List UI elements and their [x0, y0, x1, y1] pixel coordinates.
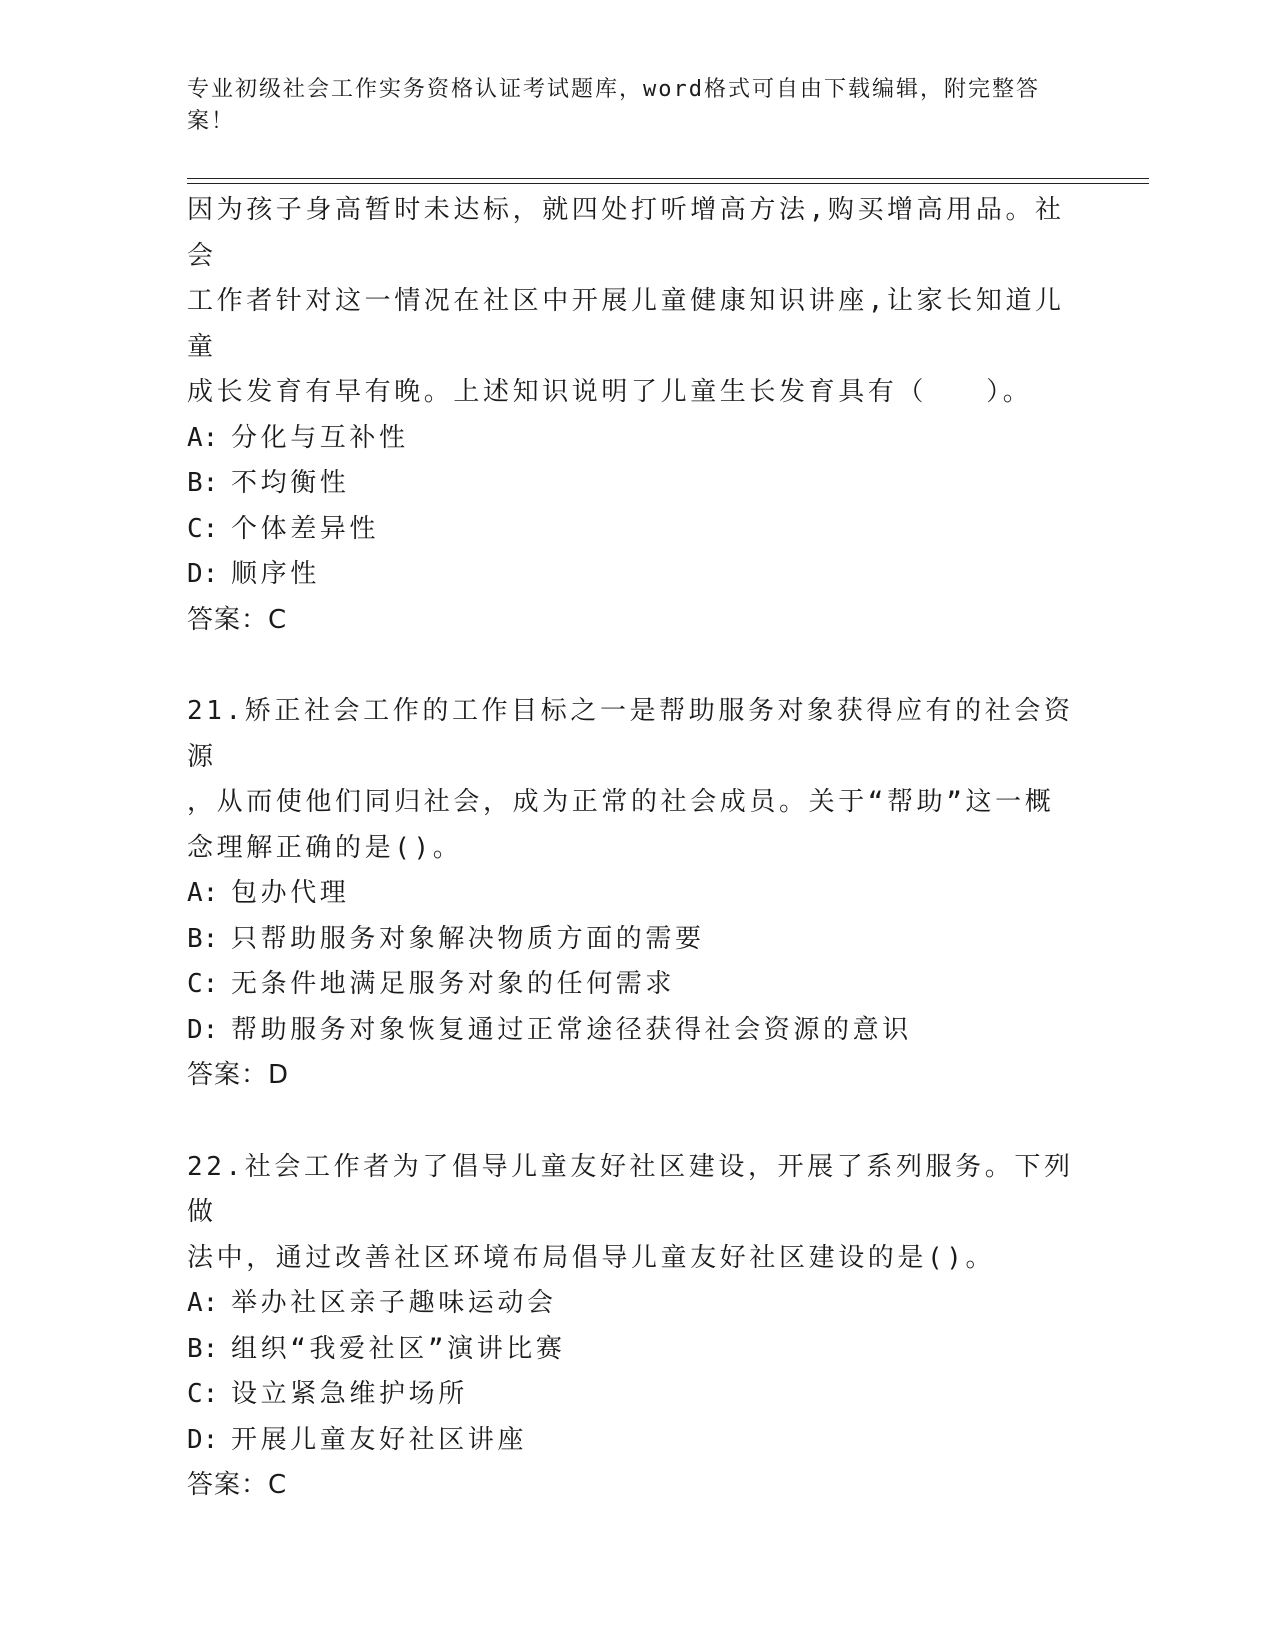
question-block	[187, 188, 1087, 643]
option-key: A:	[187, 878, 219, 908]
stem-line: 因为孩子身高暂时未达标，就四处打听增高方法,购买增高用品。社会	[187, 195, 1065, 271]
option-key: D:	[187, 1014, 219, 1045]
option-d	[187, 1008, 1087, 1054]
stem-line: 成长发育有早有晚。上述知识说明了儿童生长发育具有（ ）。	[187, 377, 1033, 407]
option-text: 分化与互补性	[231, 422, 409, 453]
option-a	[187, 416, 1087, 462]
stem-line: 工作者针对这一情况在社区中开展儿童健康知识讲座,让家长知道儿童	[187, 286, 1065, 362]
option-text: 开展儿童友好社区讲座	[231, 1424, 528, 1455]
option-text: 不均衡性	[231, 468, 350, 498]
question-block	[187, 1145, 1087, 1509]
option-key: A:	[187, 1288, 219, 1318]
option-b	[187, 1327, 1087, 1373]
option-a	[187, 871, 1087, 917]
option-key: C:	[187, 1379, 219, 1409]
option-text: 无条件地满足服务对象的任何需求	[231, 969, 676, 999]
option-key: D:	[187, 559, 219, 589]
stem-line: 念理解正确的是()。	[187, 832, 463, 863]
stem-line: ，从而使他们同归社会，成为正常的社会成员。关于“帮助”这一概	[187, 787, 1055, 817]
option-text: 只帮助服务对象解决物质方面的需要	[231, 923, 705, 954]
option-key: C:	[187, 513, 219, 544]
option-text: 包办代理	[231, 878, 350, 908]
option-c	[187, 962, 1087, 1008]
option-text: 组织“我爱社区”演讲比赛	[231, 1333, 566, 1364]
option-key: D:	[187, 1424, 219, 1455]
header-rule-bottom	[187, 183, 1149, 184]
answer-line: 答案：C	[187, 604, 288, 635]
question-list	[187, 188, 1087, 1509]
option-c	[187, 507, 1087, 553]
option-c	[187, 1372, 1087, 1418]
option-text: 设立紧急维护场所	[231, 1379, 468, 1409]
option-a	[187, 1281, 1087, 1327]
option-b	[187, 917, 1087, 963]
header-text: 专业初级社会工作实务资格认证考试题库，word格式可自由下载编辑，附完整答案！	[187, 77, 1040, 134]
option-text: 顺序性	[231, 559, 320, 589]
stem-line: 22.社会工作者为了倡导儿童友好社区建设，开展了系列服务。下列做	[187, 1151, 1074, 1227]
option-d	[187, 552, 1087, 598]
option-text: 个体差异性	[231, 513, 380, 544]
option-key: A:	[187, 422, 219, 453]
option-b	[187, 461, 1087, 507]
option-key: B:	[187, 468, 219, 498]
option-key: B:	[187, 1333, 219, 1364]
option-text: 帮助服务对象恢复通过正常途径获得社会资源的意识	[231, 1014, 912, 1045]
question-stem	[187, 188, 1087, 416]
answer-line: 答案：C	[187, 1470, 288, 1500]
question-stem	[187, 1145, 1087, 1282]
header-rule-top	[187, 178, 1149, 179]
option-text: 举办社区亲子趣味运动会	[231, 1288, 557, 1318]
option-d	[187, 1418, 1087, 1464]
answer-line: 答案：D	[187, 1060, 290, 1090]
stem-line: 法中，通过改善社区环境布局倡导儿童友好社区建设的是()。	[187, 1242, 996, 1273]
option-key: C:	[187, 969, 219, 999]
question-block	[187, 689, 1087, 1099]
document-header	[187, 74, 1067, 138]
question-stem	[187, 689, 1087, 871]
stem-line: 21.矫正社会工作的工作目标之一是帮助服务对象获得应有的社会资源	[187, 696, 1074, 772]
option-key: B:	[187, 923, 219, 954]
